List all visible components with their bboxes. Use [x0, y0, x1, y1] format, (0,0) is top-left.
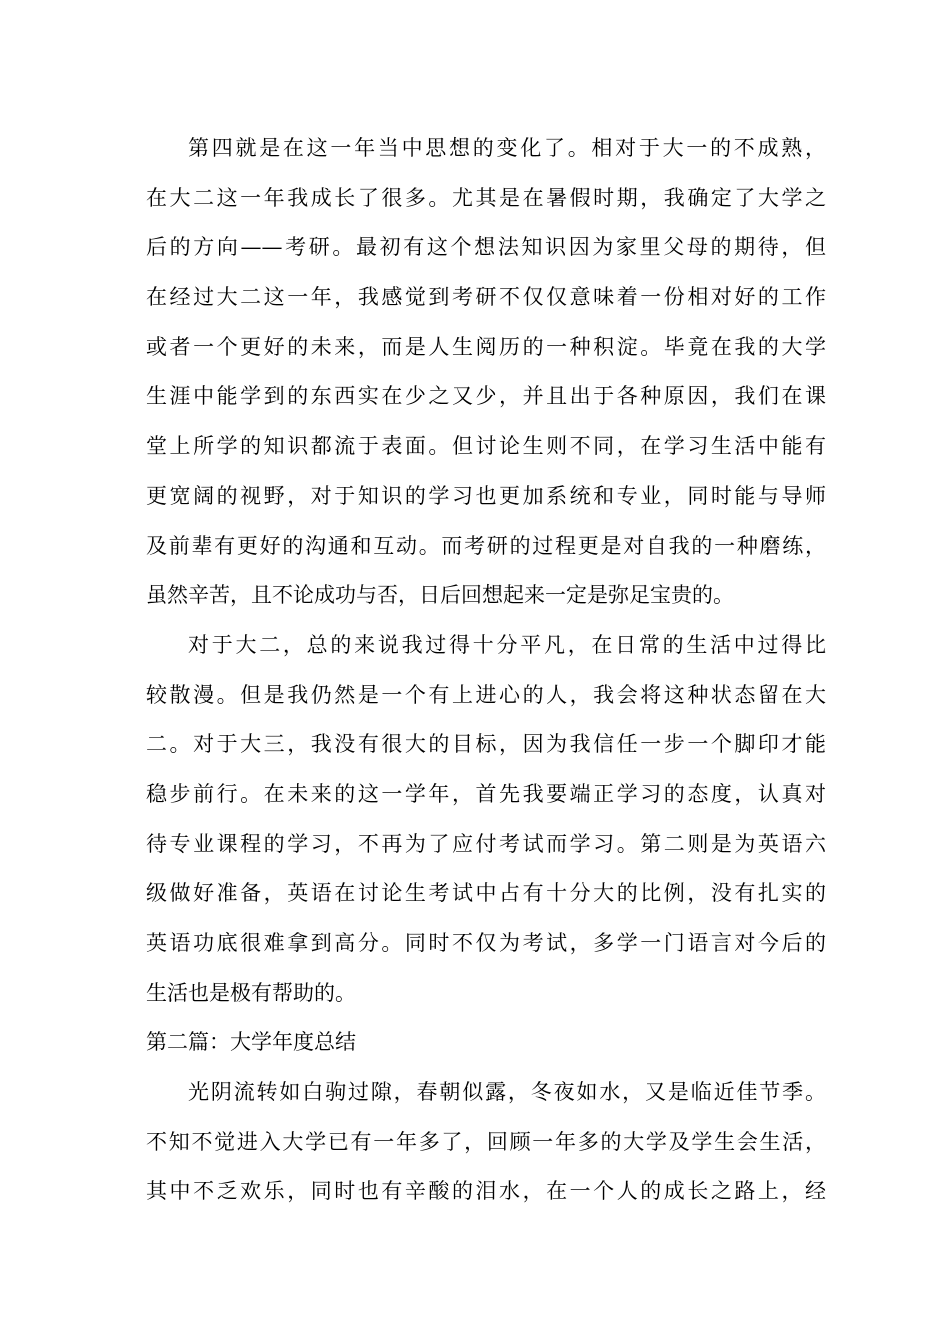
text-line: 后的方向——考研。最初有这个想法知识因为家里父母的期待，但	[146, 235, 826, 260]
text-line: 虽然辛苦，且不论成功与否，日后回想起来一定是弥足宝贵的。	[146, 583, 734, 608]
text-line: 不知不觉进入大学已有一年多了，回顾一年多的大学及学生会生活，	[146, 1129, 826, 1154]
text-line: 待专业课程的学习，不再为了应付考试而学习。第二则是为英语六	[146, 831, 826, 856]
text-line: 光阴流转如白驹过隙，春朝似露，冬夜如水，又是临近佳节季。	[188, 1080, 826, 1105]
paragraph-sophomore-summary	[146, 621, 826, 1019]
text-line: 第四就是在这一年当中思想的变化了。相对于大一的不成熟，	[188, 136, 826, 160]
text-line: 英语功底很难拿到高分。同时不仅为考试，多学一门语言对今后的	[146, 931, 826, 955]
paragraph-thought-change	[146, 124, 826, 621]
document-page	[146, 124, 826, 1217]
section-heading: 第二篇：大学年度总结	[146, 1030, 356, 1055]
text-line: 级做好准备，英语在讨论生考试中占有十分大的比例，没有扎实的	[146, 881, 826, 906]
text-line: 稳步前行。在未来的这一学年，首先我要端正学习的态度，认真对	[146, 781, 826, 806]
text-line: 更宽阔的视野，对于知识的学习也更加系统和专业，同时能与导师	[146, 483, 826, 508]
text-line: 及前辈有更好的沟通和互动。而考研的过程更是对自我的一种磨练，	[146, 533, 826, 558]
text-line: 或者一个更好的未来，而是人生阅历的一种积淀。毕竟在我的大学	[146, 334, 826, 359]
text-line: 较散漫。但是我仍然是一个有上进心的人，我会将这种状态留在大	[146, 682, 826, 707]
text-line: 堂上所学的知识都流于表面。但讨论生则不同，在学习生活中能有	[146, 434, 826, 459]
text-line: 生活也是极有帮助的。	[146, 980, 356, 1005]
text-line: 在经过大二这一年，我感觉到考研不仅仅意味着一份相对好的工作	[146, 285, 826, 310]
text-line: 对于大二，总的来说我过得十分平凡，在日常的生活中过得比	[188, 632, 826, 657]
text-line: 生涯中能学到的东西实在少之又少，并且出于各种原因，我们在课	[146, 384, 826, 409]
text-line: 在大二这一年我成长了很多。尤其是在暑假时期，我确定了大学之	[146, 185, 826, 210]
text-line: 二。对于大三，我没有很大的目标，因为我信任一步一个脚印才能	[146, 732, 826, 757]
text-line: 其中不乏欢乐，同时也有辛酸的泪水，在一个人的成长之路上，经	[146, 1179, 826, 1204]
paragraph-annual-summary	[146, 1068, 826, 1217]
